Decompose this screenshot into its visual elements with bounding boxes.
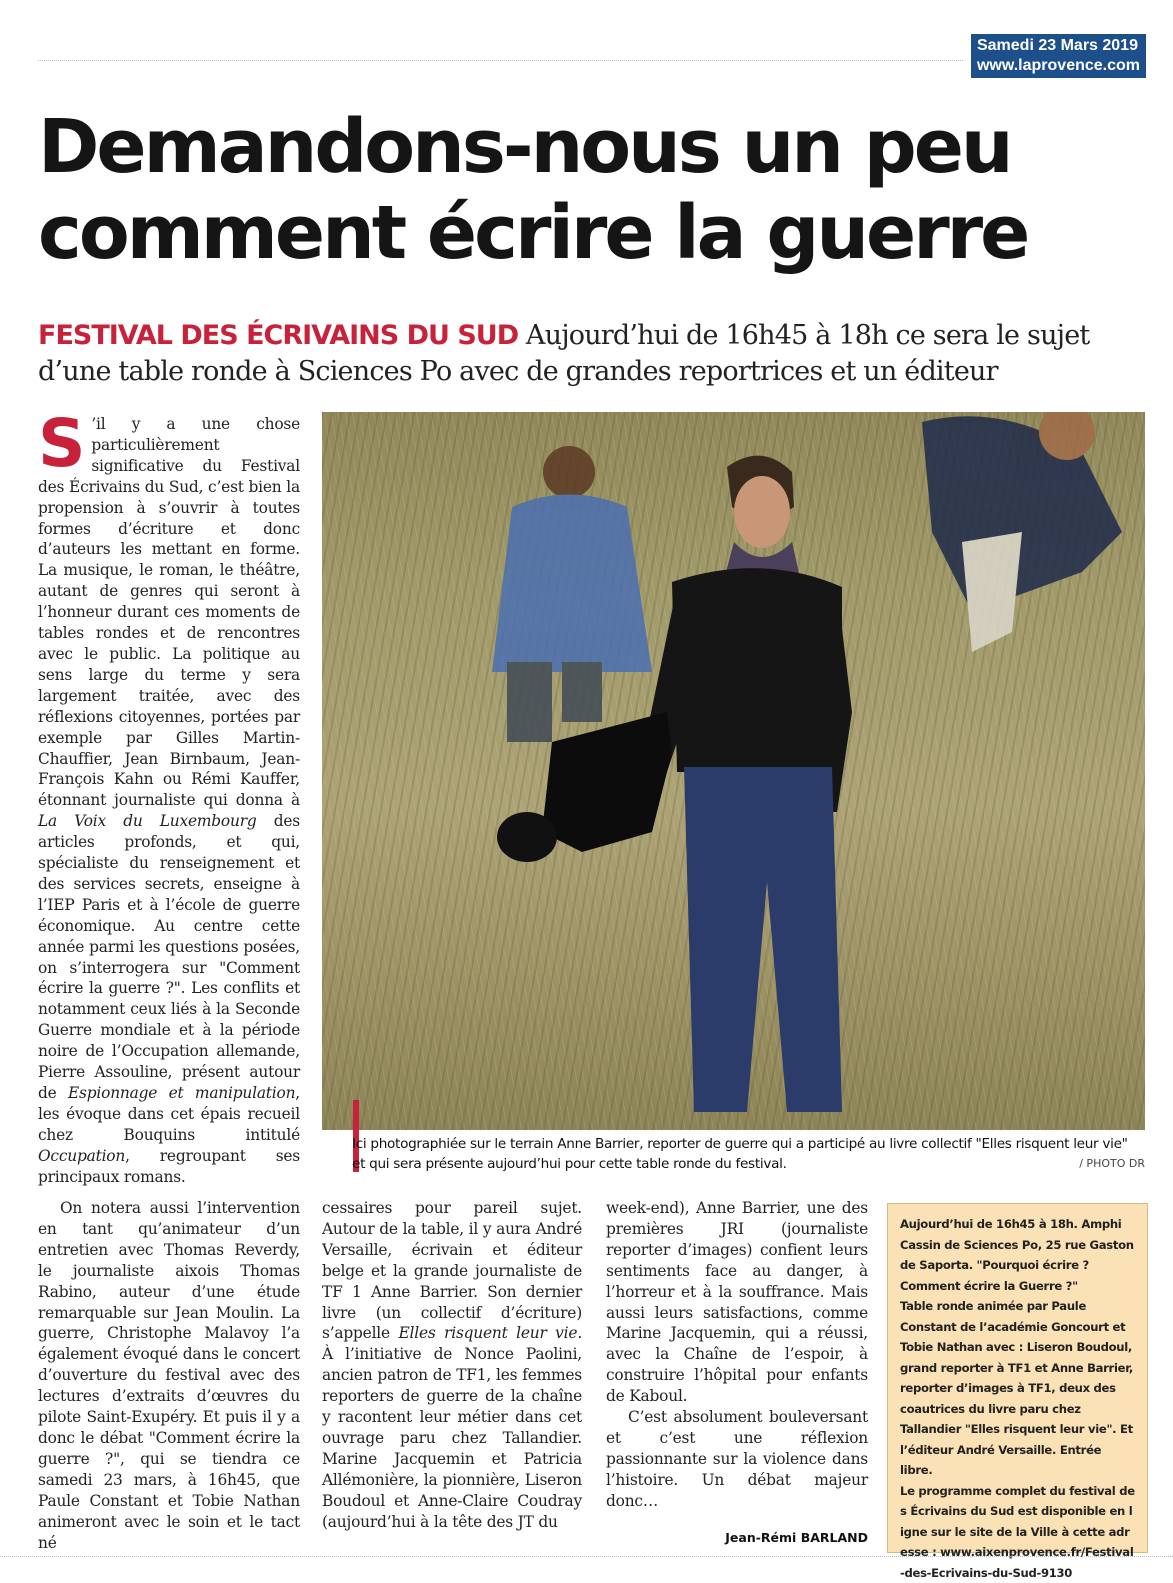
article-column-1 bbox=[38, 414, 300, 1188]
standfirst bbox=[38, 318, 1148, 390]
body-text: C’est absolument bouleversant et c’est une réflexion passionnante sur la violence dans l’histoire. Un débat majeur donc… bbox=[606, 1408, 868, 1510]
article-column-1-bottom bbox=[38, 1198, 300, 1553]
kicker: FESTIVAL DES ÉCRIVAINS DU SUD bbox=[38, 320, 518, 351]
photo-caption: Ici photographiée sur le terrain Anne Barrier, reporter de guerre qui a participé au livre collectif "Elles risquent leur vie" et qui sera présente aujourd’hui pour cette table ronde du festival. bbox=[352, 1134, 1142, 1174]
date-site-badge bbox=[971, 34, 1146, 78]
practical-info-box bbox=[887, 1203, 1148, 1553]
author-signature: Jean-Rémi BARLAND bbox=[700, 1530, 868, 1545]
headline-line-1: Demandons-nous un peu bbox=[38, 104, 1011, 190]
info-text: Aujourd’hui de 16h45 à 18h. Amphi Cassin de Sciences Po, 25 rue Gaston de Saporta. "Pourquoi écrire ? Comment écrire la Guerre ?" bbox=[900, 1214, 1135, 1296]
body-text: On notera aussi l’intervention en tant qu’animateur d’un entretien avec Thomas Reverdy, le journaliste aixois Thomas Rabino, auteur d’une étude remarquable sur Jean Moulin. La guerre, Christophe Malavoy l’a également évoqué dans le concert d’ouverture du festival avec des lectures d’extraits d’œuvres du pilote Saint-Exupéry. Et puis il y a donc le débat "Comment écrire la guerre ?", qui se tiendra ce samedi 23 mars, à 16h45, que Paule Constant et Tobie Nathan animeront avec le soin et le tact né bbox=[38, 1199, 300, 1552]
body-text: , regroupant ses principaux romans. bbox=[38, 1147, 300, 1186]
body-text: des articles profonds, et qui, spécialiste du renseignement et des services secrets, enseigne à l’IEP Paris et à l’école de guerre économique. Au centre cette année parmi les questions posées, on s’interrogera sur "Comment écrire la guerre ?". Les conflits et notamment ceux liés à la Seconde Guerre mondiale et à la période noire de l’Occupation allemande, Pierre Assouline, présent autour de bbox=[38, 812, 300, 1102]
headline bbox=[38, 104, 1138, 276]
body-text: week-end), Anne Barrier, une des premières JRI (journaliste reporter d’images) confient leurs sentiments face au danger, à l’horreur et à la souffrance. Mais aussi leurs satisfactions, comme Marine Jacquemin, qui a réussi, avec la Chaîne de l’espoir, à construire l’hôpital pour enfants de Kaboul. bbox=[606, 1199, 868, 1405]
info-text: Table ronde animée par Paule Constant de l’académie Goncourt et Tobie Nathan avec : Liseron Boudoul, grand reporter à TF1 et Anne Barrier, reporter d’images à TF1, deux des coautrices du livre paru chez Tallandier "Elles risquent leur vie". Et l’éditeur André Versaille. Entrée libre. bbox=[900, 1296, 1135, 1481]
body-text: . À l’initiative de Nonce Paolini, ancien patron de TF1, les femmes reporters de guerre de la chaîne y racontent leur métier dans cet ouvrage paru chez Tallandier. Marine Jacquemin et Patricia Allémonière, la pionnière, Liseron Boudoul et Anne-Claire Coudray (aujourd’hui à la tête des JT du bbox=[322, 1324, 582, 1530]
photo-credit: / PHOTO DR bbox=[1079, 1157, 1145, 1170]
body-text: , les évoque dans cet épais recueil chez Bouquins intitulé bbox=[38, 1084, 300, 1144]
photo-illustration bbox=[322, 412, 1145, 1130]
top-rule bbox=[38, 60, 963, 61]
issue-date: Samedi 23 Mars 2019 bbox=[977, 36, 1140, 56]
drop-cap: S bbox=[38, 418, 85, 470]
book-title: Espionnage et manipulation bbox=[68, 1084, 295, 1102]
body-text: cessaires pour pareil sujet. Autour de la table, il y aura André Versaille, écrivain et éditeur belge et la grande journaliste de TF 1 Anne Barrier. Son dernier livre (un collectif d’écriture) s’appelle bbox=[322, 1199, 582, 1342]
site-url: www.laprovence.com bbox=[977, 56, 1140, 76]
article-photo bbox=[322, 412, 1145, 1130]
body-text: ’il y a une chose particulièrement significative du Festival des Écrivains du Sud, c’est bien la propension à s’ouvrir à toutes formes d’écriture et donc d’auteurs les mettant en forme. La musique, le roman, le théâtre, autant de genres qui seront à l’honneur durant ces moments de tables rondes et de rencontres avec le public. La politique au sens large du terme y sera largement traitée, avec des réflexions citoyennes, portées par exemple par Gilles Martin-Chauffier, Jean Birnbaum, Jean-François Kahn ou Rémi Kauffer, étonnant journaliste qui donna à bbox=[38, 415, 300, 809]
article-column-3 bbox=[606, 1198, 868, 1512]
headline-line-2: comment écrire la guerre bbox=[38, 190, 1027, 276]
book-title: Occupation bbox=[38, 1147, 125, 1165]
standfirst-text: Aujourd’hui de 16h45 à 18h ce sera le sujet d’une table ronde à Sciences Po avec de grandes reportrices et un éditeur bbox=[38, 320, 1089, 387]
info-text: Le programme complet du festival des Écrivains du Sud est disponible en ligne sur le site de la Ville à cette adresse : www.aixenprovence.fr/Festival-des-Ecrivains-du-Sud-9130 bbox=[900, 1481, 1135, 1583]
bottom-rule bbox=[0, 1556, 1173, 1557]
article-column-2 bbox=[322, 1198, 582, 1533]
book-title: La Voix du Luxembourg bbox=[38, 812, 257, 830]
book-title: Elles risquent leur vie bbox=[398, 1324, 577, 1342]
